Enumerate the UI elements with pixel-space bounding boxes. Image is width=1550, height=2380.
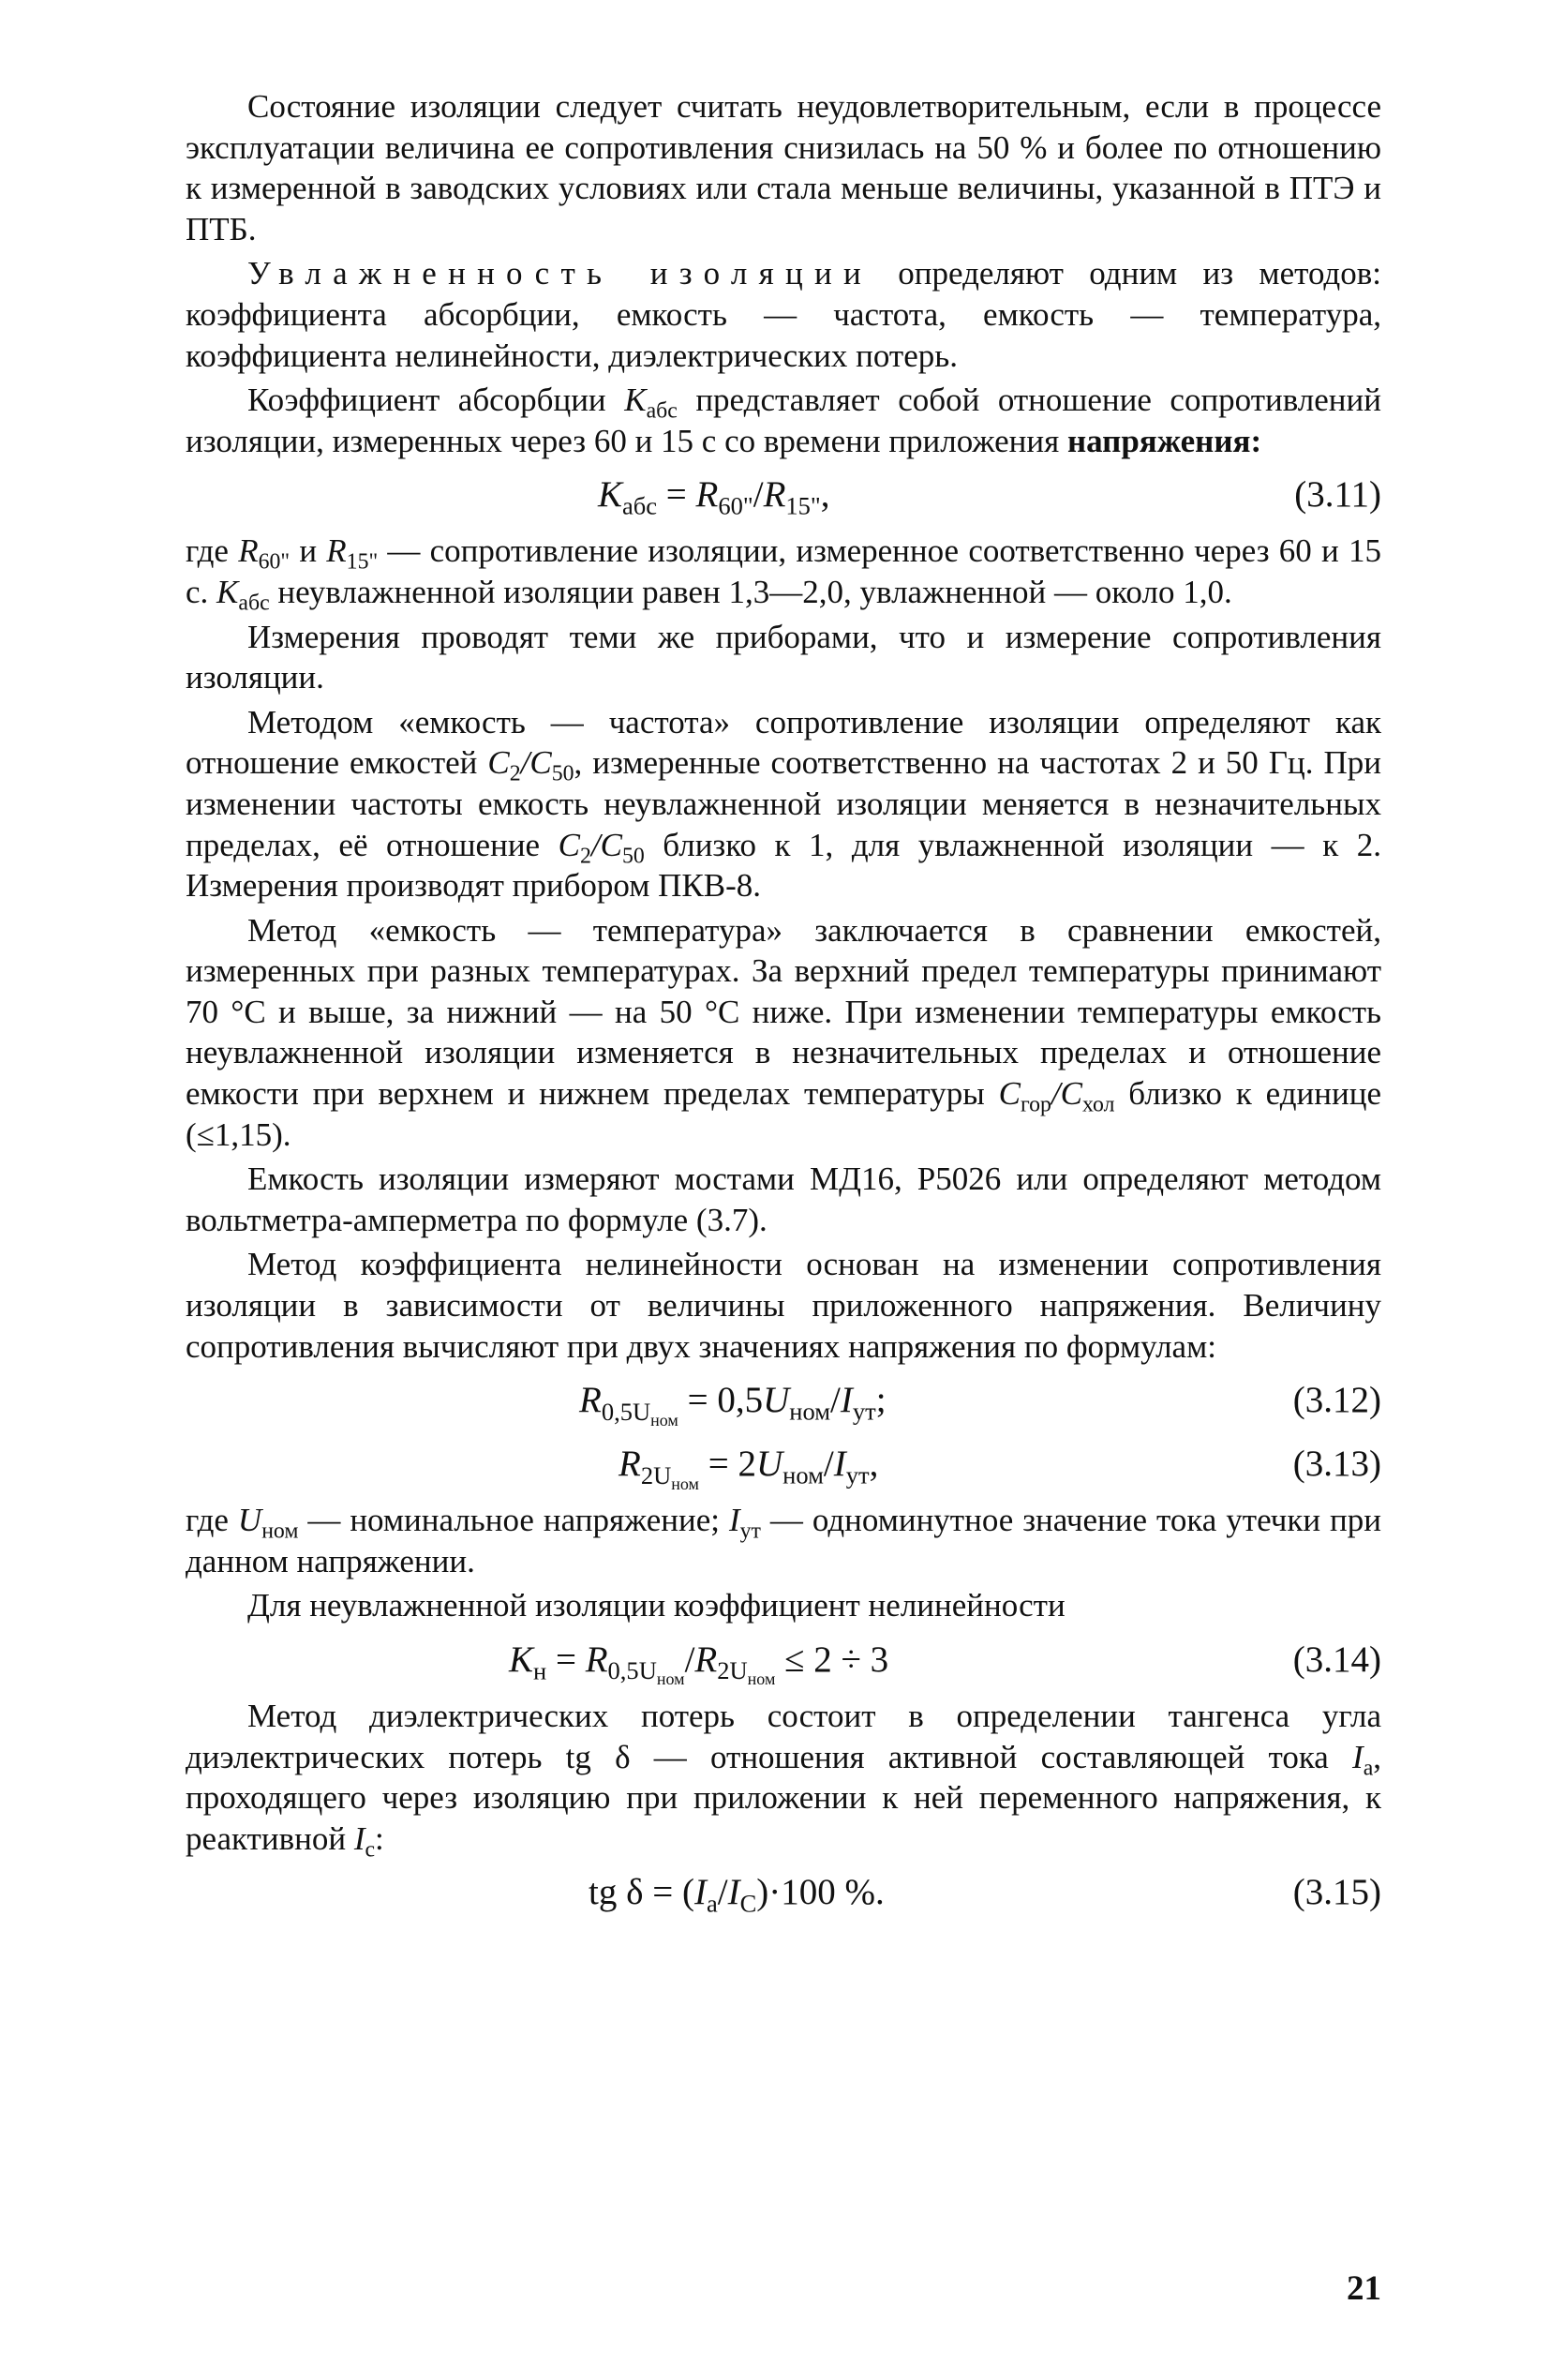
paragraph-dielectric-losses: Метод диэлектрических потерь состоит в определении тангенса угла диэлектрических потерь tg δ — отношения активной составляющей тока $I_а$, проходящего через изоляцию при приложении к ней переменного напряжения, к реактивной $I_c$: <box>186 1698 1381 1863</box>
paragraph-where-unom: где $U_{ном}$ — номинальное напряжение; $I_{ут}$ — одноминутное значение тока утечки при данном напряжении. <box>186 1502 1381 1579</box>
formula-3-14 <box>186 1632 1381 1690</box>
paragraph-measurement-devices: Измерения проводят теми же приборами, что и измерение сопротивления изоляции. <box>186 618 1381 696</box>
formula-number: (3.13) <box>1292 1444 1381 1485</box>
formula-expression: $R_{2U_{ном}} = 2U_{ном}/I_{ут}$, <box>619 1444 879 1493</box>
paragraph-capacitance-temperature: Метод «емкость — температура» заключается в сравнении емкостей, измеренных при разных температурах. За верхний предел температуры принимают 70 °С и выше, за нижний — на 50 °С ниже. При изменении температуры емкость неувлажненной изоляции изменяется в незначительных пределах и отношение емкости при верхнем и нижнем пределах температуры $C_{гор}/C_{хол}$ близко к единице (≤1,15). <box>186 911 1381 1153</box>
paragraph-moisture-methods: Увлажненность изоляции определяют одним из методов: коэффициента абсорбции, емкость — частота, емкость — температура, коэффициента нелинейности, диэлектрических потерь. <box>186 255 1381 374</box>
paragraph-capacitance-measurement: Емкость изоляции измеряют мостами МД16, Р5026 или определяют методом вольтметра-амперметра по формуле (3.7). <box>186 1160 1381 1238</box>
formula-3-11 <box>186 467 1381 525</box>
formula-expression: $R_{0,5U_{ном}} = 0,5U_{ном}/I_{ут}$; <box>579 1380 887 1429</box>
formula-number: (3.15) <box>1292 1872 1381 1913</box>
paragraph-nonlinearity-method: Метод коэффициента нелинейности основан на изменении сопротивления изоляции в зависимости от величины приложенного напряжения. Величину сопротивления вычисляют при двух значениях напряжения по формулам: <box>186 1246 1381 1365</box>
paragraph-capacitance-frequency: Методом «емкость — частота» сопротивление изоляции определяют как отношение емкостей $C_2/C_{50}$, измеренные соответственно на частотах 2 и 50 Гц. При изменении частоты емкость неувлажненной изоляции меняется в незначительных пределах, её отношение $C_2/C_{50}$ близко к 1, для увлажненной изоляции — к 2. Измерения производят прибором ПКВ-8. <box>186 703 1381 905</box>
formula-expression: tg $\delta = (I_a/I_C)\cdot 100$ %. <box>589 1872 885 1918</box>
paragraph-insulation-state: Состояние изоляции следует считать неудовлетворительным, если в процессе эксплуатации величина ее сопротивления снизилась на 50 % и более по отношению к измеренной в заводских условиях или стала меньше величины, указанной в ПТЭ и ПТБ. <box>186 88 1381 247</box>
formula-3-12 <box>186 1372 1381 1430</box>
formula-number: (3.14) <box>1292 1639 1381 1680</box>
formula-number: (3.11) <box>1294 474 1381 516</box>
paragraph-absorption-coefficient: Коэффициент абсорбции $K_{абс}$ представляет собой отношение сопротивлений изоляции, измеренных через 60 и 15 с со времени приложения напряжения: <box>186 382 1381 459</box>
paragraph-where-r60: где $R_{60"}$ и $R_{15"}$ — сопротивление изоляции, измеренное соответственно через 60 и 15 с. $K_{абс}$ неувлажненной изоляции равен 1,3—2,0, увлажненной — около 1,0. <box>186 532 1381 616</box>
formula-3-15 <box>186 1864 1381 1923</box>
formula-number: (3.12) <box>1292 1380 1381 1421</box>
formula-3-13 <box>186 1436 1381 1494</box>
formula-expression: $K_н = R_{0,5U_{ном}}/R_{2U_{ном}} \le 2 \div 3$ <box>509 1639 889 1689</box>
paragraph-nonlinearity-coefficient: Для неувлажненной изоляции коэффициент нелинейности <box>247 1587 1066 1624</box>
emphasis-term: Увлажненность изоляции <box>247 255 872 292</box>
page-number: 21 <box>1347 2269 1381 2308</box>
body-text <box>186 86 1381 1928</box>
formula-expression: $K_{абс} = R_{60"}/R_{15"}$, <box>598 474 830 520</box>
